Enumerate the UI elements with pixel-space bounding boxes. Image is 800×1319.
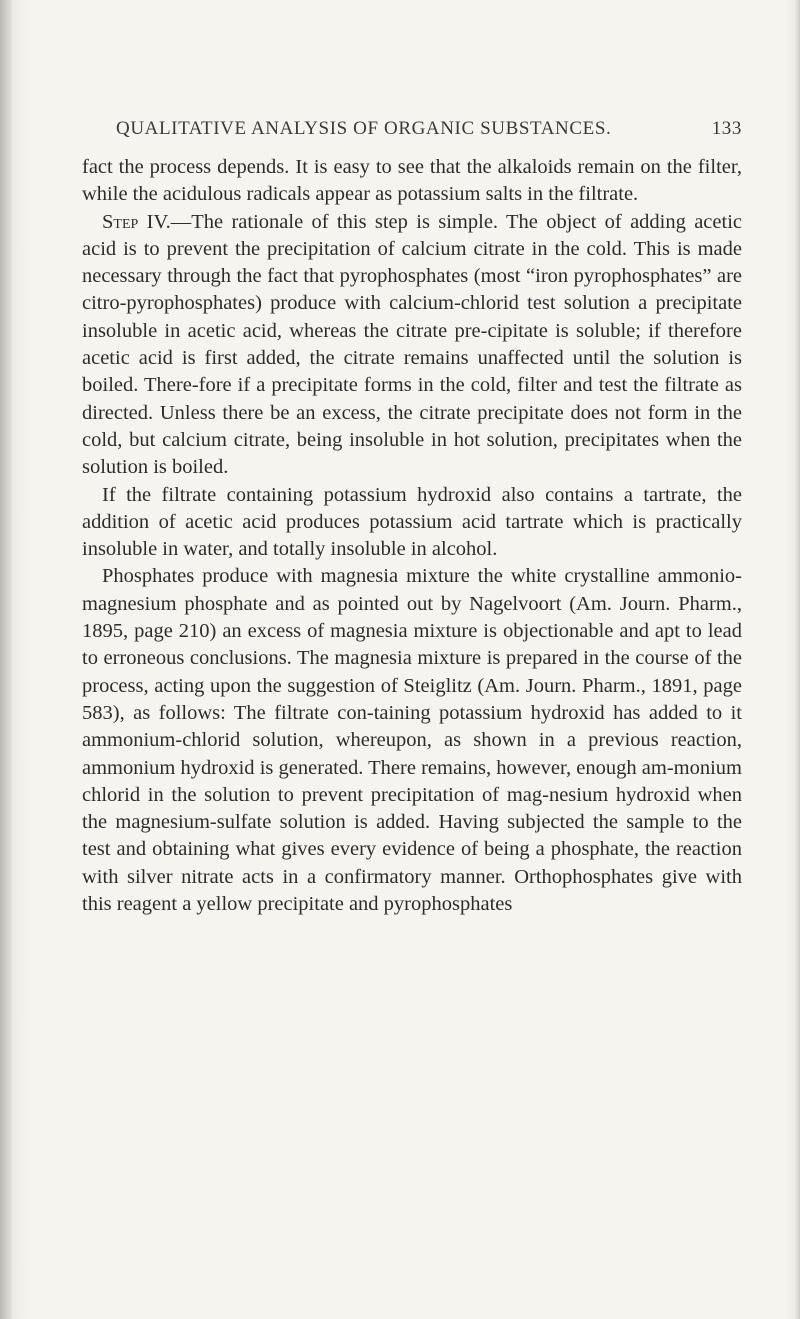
paragraph-continuation: fact the process depends. It is easy to see that the alkaloids remain on the filter, while the acidulous radicals appear as potassium salts in the filtrate.	[82, 156, 742, 206]
paragraph-step-iv	[82, 209, 742, 482]
body-text	[82, 154, 742, 918]
running-head-title: QUALITATIVE ANALYSIS OF ORGANIC SUBSTANCES.	[116, 118, 612, 139]
page-gutter-shadow	[0, 0, 12, 1319]
page-number: 133	[711, 118, 742, 139]
step-heading: Step IV.	[102, 210, 171, 233]
paragraph-phosphates: Phosphates produce with magnesia mixture the white crystalline ammonio-magnesium phosphate and as pointed out by Nagelvoort (Am. Journ. Pharm., 1895, page 210) an excess of magnesia mixture is objectionable and apt to lead to erroneous conclusions. The magnesia mixture is prepared in the course of the process, acting upon the suggestion of Steiglitz (Am. Journ. Pharm., 1891, page 583), as follows: The filtrate con-taining potassium hydroxid has added to it ammonium-chlorid solution, whereupon, as shown in a previous reaction, ammonium hydroxid is generated. There remains, however, enough am-monium chlorid in the solution to prevent precipitation of mag-nesium hydroxid when the magnesium-sulfate solution is added. Having subjected the sample to the test and obtaining what gives every evidence of being a phosphate, the reaction with silver nitrate acts in a confirmatory manner. Orthophosphates give with this reagent a yellow precipitate and pyrophosphates	[82, 565, 742, 916]
page-edge-shadow	[794, 0, 800, 1319]
step-iv-text: —The rationale of this step is simple. The object of adding acetic acid is to prevent the precipitation of calcium citrate in the cold. This is made necessary through the fact that pyrophosphates (most “iron pyrophosphates” are citro-pyrophosphates) produce with calcium-chlorid test solution a precipitate insoluble in acetic acid, whereas the citrate pre-cipitate is soluble; if therefore acetic acid is first added, the citrate remains unaffected until the solution is boiled. There-fore if a precipitate forms in the cold, filter and test the filtrate as directed. Unless there be an excess, the citrate precipitate does not form in the cold, but calcium citrate, being insoluble in hot solution, precipitates when the solution is boiled.	[82, 210, 742, 479]
running-head	[116, 118, 742, 148]
paragraph-tartrate: If the filtrate containing potassium hydroxid also contains a tartrate, the addition of acetic acid produces potassium acid tartrate which is practically insoluble in water, and totally insoluble in alcohol.	[82, 483, 742, 561]
